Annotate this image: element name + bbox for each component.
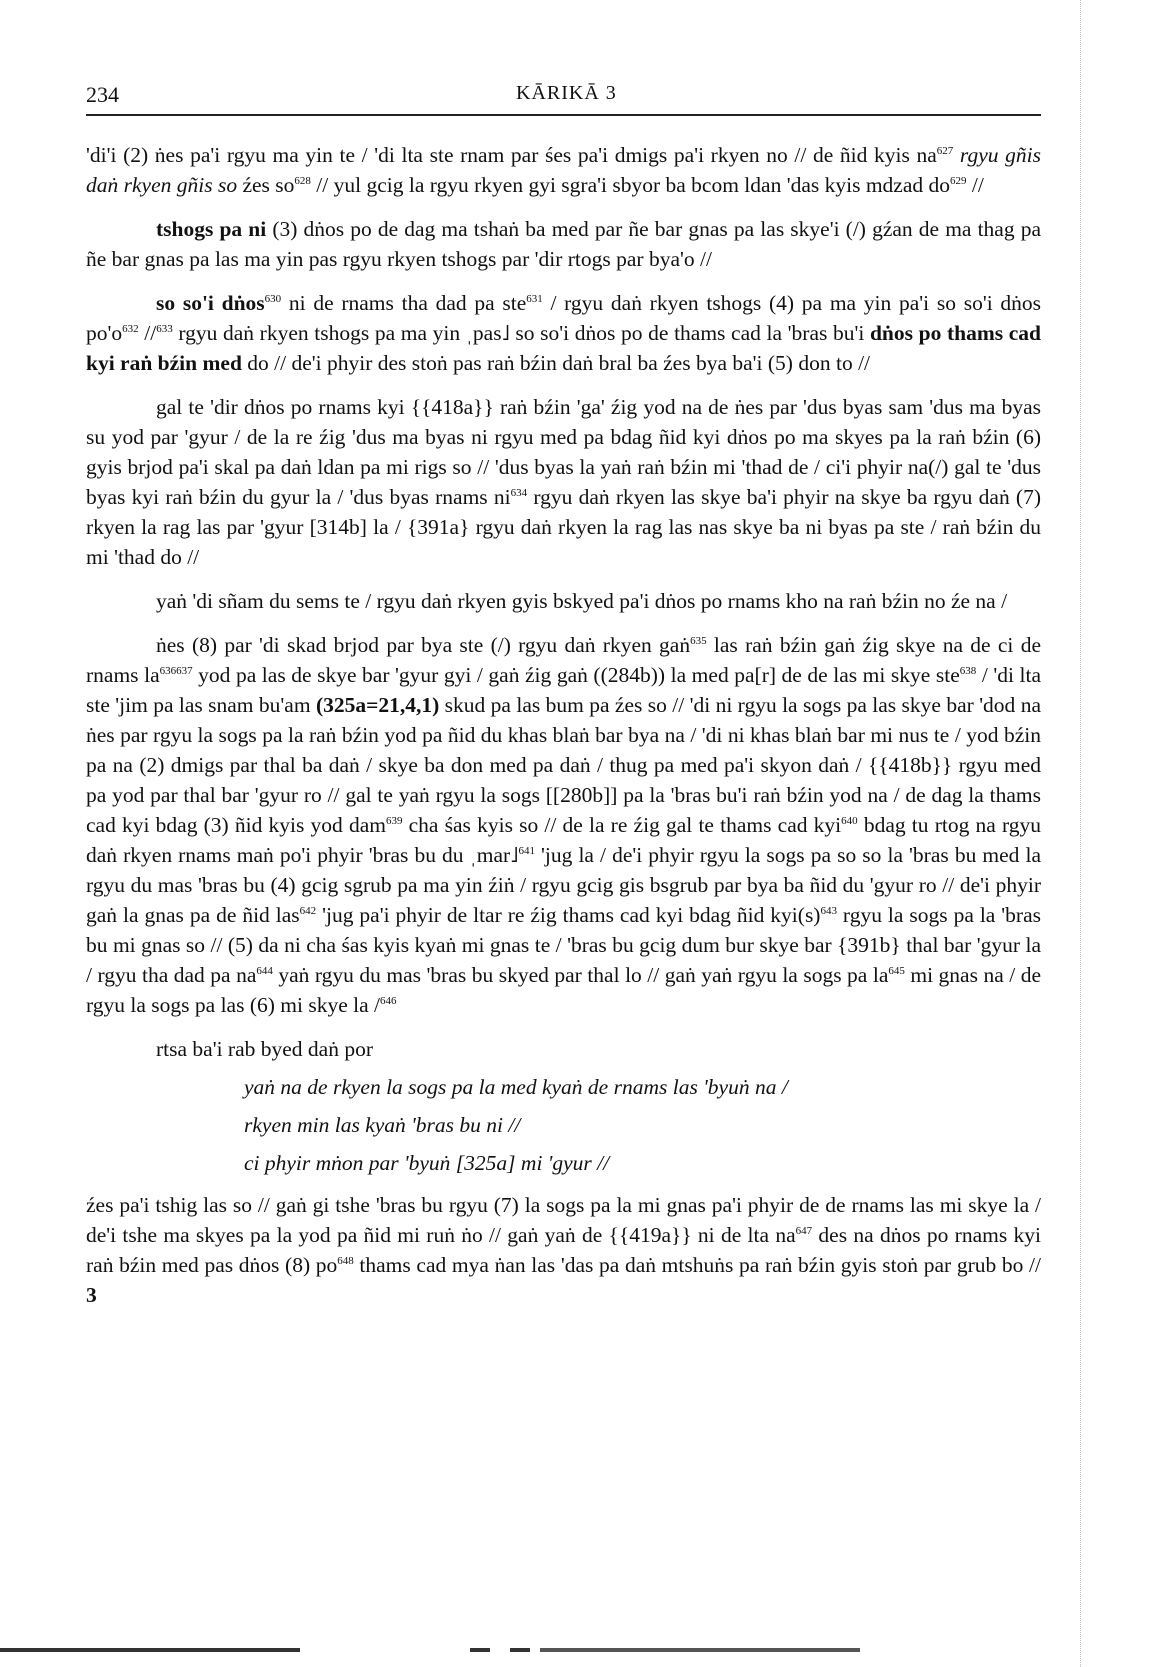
verse-lead: rtsa ba'i rab byed daṅ por (156, 1037, 374, 1061)
paragraph-6: ṅes (8) par 'di skad brjod par bya ste (/) rgyu daṅ rkyen gaṅ$^{635}$ las raṅ bźin gaṅ źig skye na de ci de rnams $la^{636637}$ yod pa las de skye bar 'gyur gyi / gaṅ źig gaṅ ((284b)) la med pa[r] de de las mi skye ste$^{638}$ / 'di lta ste 'jim pa las snam bu'am (325a=21,4,1) skud pa las bum pa źes so // 'di ni rgyu la sogs pa las skye bar 'dod na ṅes par rgyu la sogs pa la raṅ bźin yod pa ñid du khas blaṅ bar bya na / 'di ni khas blaṅ bar mi nus te / yod bźin pa na (2) dmigs par thal ba daṅ / skye ba don med pa daṅ / thug pa med pa'i skyon daṅ / {{418b}} rgyu med pa yod par thal bar 'gyur ro // gal te yaṅ rgyu la sogs [[280b]] pa la 'bras bu'i raṅ bźin yod na / de dag la thams cad kyi bdag (3) ñid kyis yod dam$^{639}$ cha śas kyis so // de la re źig gal te thams cad kyi$^{640}$ bdag tu rtog na rgyu daṅ rkyen rnams maṅ po'i phyir 'bras bu du ˌmar˩$^{641}$ 'jug la / de'i phyir rgyu la sogs pa so so la 'bras bu med la rgyu du mas 'bras bu (4) gcig sgrub pa ma yin źiṅ / rgyu gcig gis bsgrub par bya ba ñid du 'gyur ro // de'i phyir gaṅ la gnas pa de ñid las$^{642}$ 'jug pa'i phyir de ltar re źig thams cad kyi bdag ñid $kyi(s)^{643}$ rgyu la sogs pa la 'bras bu mi gnas so // (5) da ni cha śas kyis kyaṅ mi gnas te / 'bras bu gcig dum bur skye bar {391b} thal bar 'gyur la / rgyu tha dad pa $na^{644}$ yaṅ rgyu du mas 'bras bu skyed par thal lo // gaṅ yaṅ rgyu la sogs pa $la^{645}$ mi gnas na / de rgyu la sogs pa las (6) mi skye la /$^{646}$ (86, 633, 1042, 1017)
paragraph-4: gal te 'dir dṅos po rnams kyi {{418a}} raṅ bźin 'ga' źig yod na de ṅes par 'dus byas sam 'dus ma byas su yod par 'gyur / de la re źig 'dus ma byas ni rgyu med pa bdag ñid kyi dṅos po ma skyes pa la raṅ bźin (6) gyis brjod pa'i skal pa daṅ ldan pa mi rigs so // 'dus byas la yaṅ raṅ bźin mi 'thad de / ci'i phyir na(/) gal te 'dus byas kyi raṅ bźin du gyur la / 'dus byas rnams $ni^{634}$ rgyu daṅ rkyen las skye ba'i phyir na skye ba rgyu daṅ (7) rkyen la rag las par 'gyur [314b] la / {391a} rgyu daṅ rkyen la rag las nas skye ba ni byas pa ste / raṅ bźin du mi 'thad do // (86, 395, 1041, 569)
verse-line: rkyen min las kyaṅ 'bras bu ni // (244, 1113, 521, 1137)
scan-footer-mark (510, 1648, 530, 1652)
header-rule (86, 114, 1041, 116)
verse-line: yaṅ na de rkyen la sogs pa la med kyaṅ de rnams las 'byuṅ na / (244, 1075, 788, 1099)
closing-paragraph: źes pa'i tshig las so // gaṅ gi tshe 'bras bu rgyu (7) la sogs pa la mi gnas pa'i phyir de de rnams las mi skye la / de'i tshe ma skyes pa la yod pa ñid mi ruṅ ṅo // gaṅ yaṅ de {{419a}} ni de lta $na^{647}$ des na dṅos po rnams kyi raṅ bźin med pas dṅos (8) $po^{648}$ thams cad mya ṅan las 'das pa daṅ mtshuṅs pa raṅ bźin gyis stoṅ par grub bo // 3 (86, 1193, 1041, 1307)
page-number: 234 (86, 82, 119, 107)
paragraph-1: 'di'i (2) ṅes pa'i rgyu ma yin te / 'di lta ste rnam par śes pa'i dmigs pa'i rkyen no // de ñid kyis $na^{627}$ rgyu gñis daṅ rkyen gñis so źes $so^{628}$ // yul gcig la rgyu rkyen gyi sgra'i sbyor ba bcom ldan 'das kyis mdzad $do^{629}$ // (86, 143, 1042, 197)
scan-footer-mark (0, 1648, 300, 1652)
scan-footer-mark (470, 1648, 490, 1652)
scan-edge-line (1080, 0, 1082, 1667)
paragraph-3: so so'i dṅos$^{630}$ ni de rnams tha dad pa ste$^{631}$ / rgyu daṅ rkyen tshogs (4) pa ma yin pa'i so so'i dṅos $po'o^{632}$ //$^{633}$ rgyu daṅ rkyen tshogs pa ma yin ˌpas˩ so so'i dṅos po de thams cad la 'bras bu'i dṅos po thams cad kyi raṅ bźin med do // de'i phyir des stoṅ pas raṅ bźin daṅ bral ba źes bya ba'i (5) don to // (86, 291, 1041, 375)
verse-line: ci phyir mṅon par 'byuṅ [325a] mi 'gyur // (244, 1151, 610, 1175)
scan-footer-mark (540, 1648, 860, 1652)
running-title: KĀRIKĀ 3 (516, 82, 617, 104)
verse-block (86, 1034, 1041, 1182)
page-header (86, 82, 1041, 112)
paragraph-5: yaṅ 'di sñam du sems te / rgyu daṅ rkyen gyis bskyed pa'i dṅos po rnams kho na raṅ bźin no źe na / (156, 589, 1008, 613)
paragraph-2: tshogs pa ni (3) dṅos po de dag ma tshaṅ ba med par ñe bar gnas pa las skye'i (/) gźan de ma thag pa ñe bar gnas pa las ma yin pas rgyu rkyen tshogs par 'dir rtogs par bya'o // (86, 217, 1041, 271)
main-text (86, 140, 1041, 1324)
